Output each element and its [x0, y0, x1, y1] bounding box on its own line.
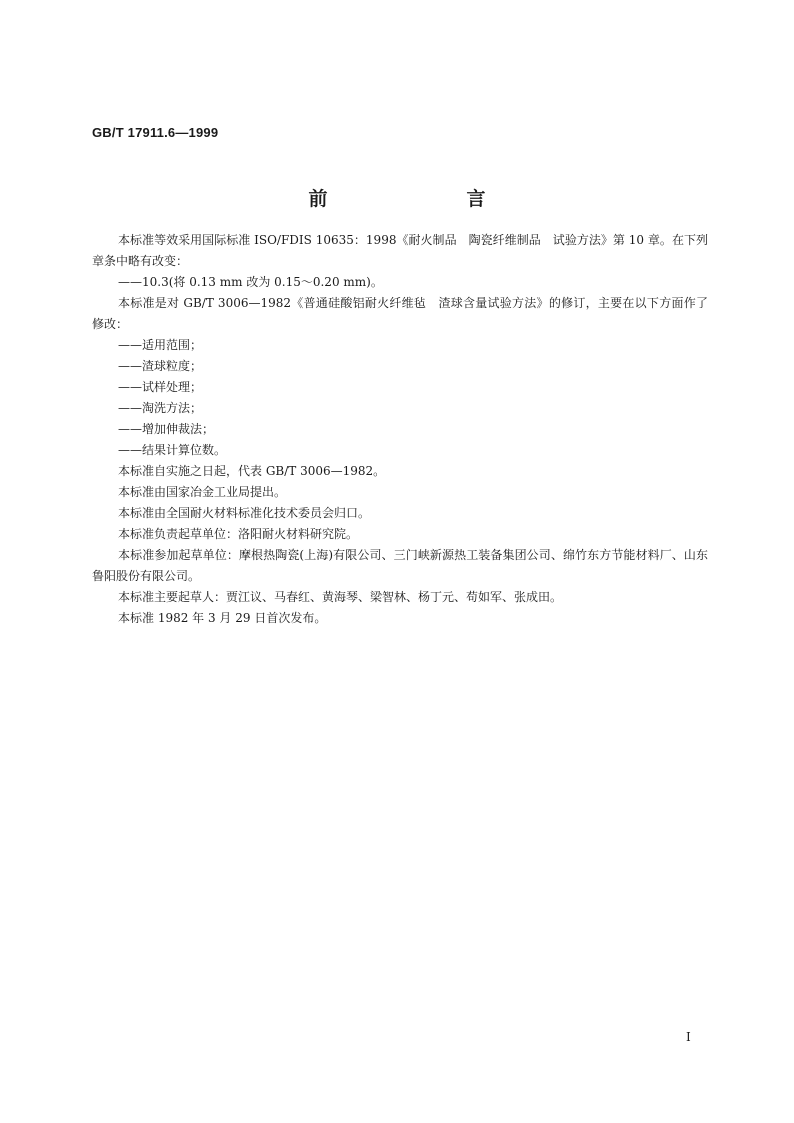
paragraph-participating-units: 本标准参加起草单位：摩根热陶瓷(上海)有限公司、三门峡新源热工装备集团公司、绵竹东方节能材料厂、山东鲁阳股份有限公司。	[92, 548, 708, 583]
list-item: ——10.3(将 0.13 mm 改为 0.15～0.20 mm)。	[118, 275, 383, 289]
list-item: ——试样处理；	[118, 380, 203, 394]
list-item: ——渣球粒度；	[118, 359, 203, 373]
list-item: ——结果计算位数。	[118, 443, 227, 457]
foreword-body	[92, 230, 708, 629]
page-title: 前 言	[308, 188, 546, 210]
paragraph-drafters: 本标准主要起草人：贾江议、马春红、黄海琴、梁智林、杨丁元、苟如军、张成田。	[118, 590, 563, 604]
paragraph-proposed-by: 本标准由国家冶金工业局提出。	[118, 485, 287, 499]
paragraph-revision: 本标准是对 GB/T 3006—1982《普通硅酸铝耐火纤维毡 渣球含量试验方法》的修订，主要在以下方面作了修改：	[92, 296, 708, 331]
list-item: ——适用范围；	[118, 338, 203, 352]
paragraph-drafting-unit: 本标准负责起草单位：洛阳耐火材料研究院。	[118, 527, 359, 541]
list-item: ——增加伸裁法；	[118, 422, 215, 436]
paragraph-centralized-by: 本标准由全国耐火材料标准化技术委员会归口。	[118, 506, 371, 520]
paragraph-adoption: 本标准等效采用国际标准 ISO/FDIS 10635：1998《耐火制品 陶瓷纤维制品 试验方法》第 10 章。在下列章条中略有改变：	[92, 233, 708, 268]
paragraph-first-issued: 本标准 1982 年 3 月 29 日首次发布。	[118, 611, 327, 625]
list-item: ——淘洗方法；	[118, 401, 203, 415]
standard-number: GB/T 17911.6—1999	[92, 125, 219, 140]
paragraph-replaces: 本标准自实施之日起，代表 GB/T 3006—1982。	[118, 464, 386, 478]
page-number: I	[686, 1030, 691, 1044]
